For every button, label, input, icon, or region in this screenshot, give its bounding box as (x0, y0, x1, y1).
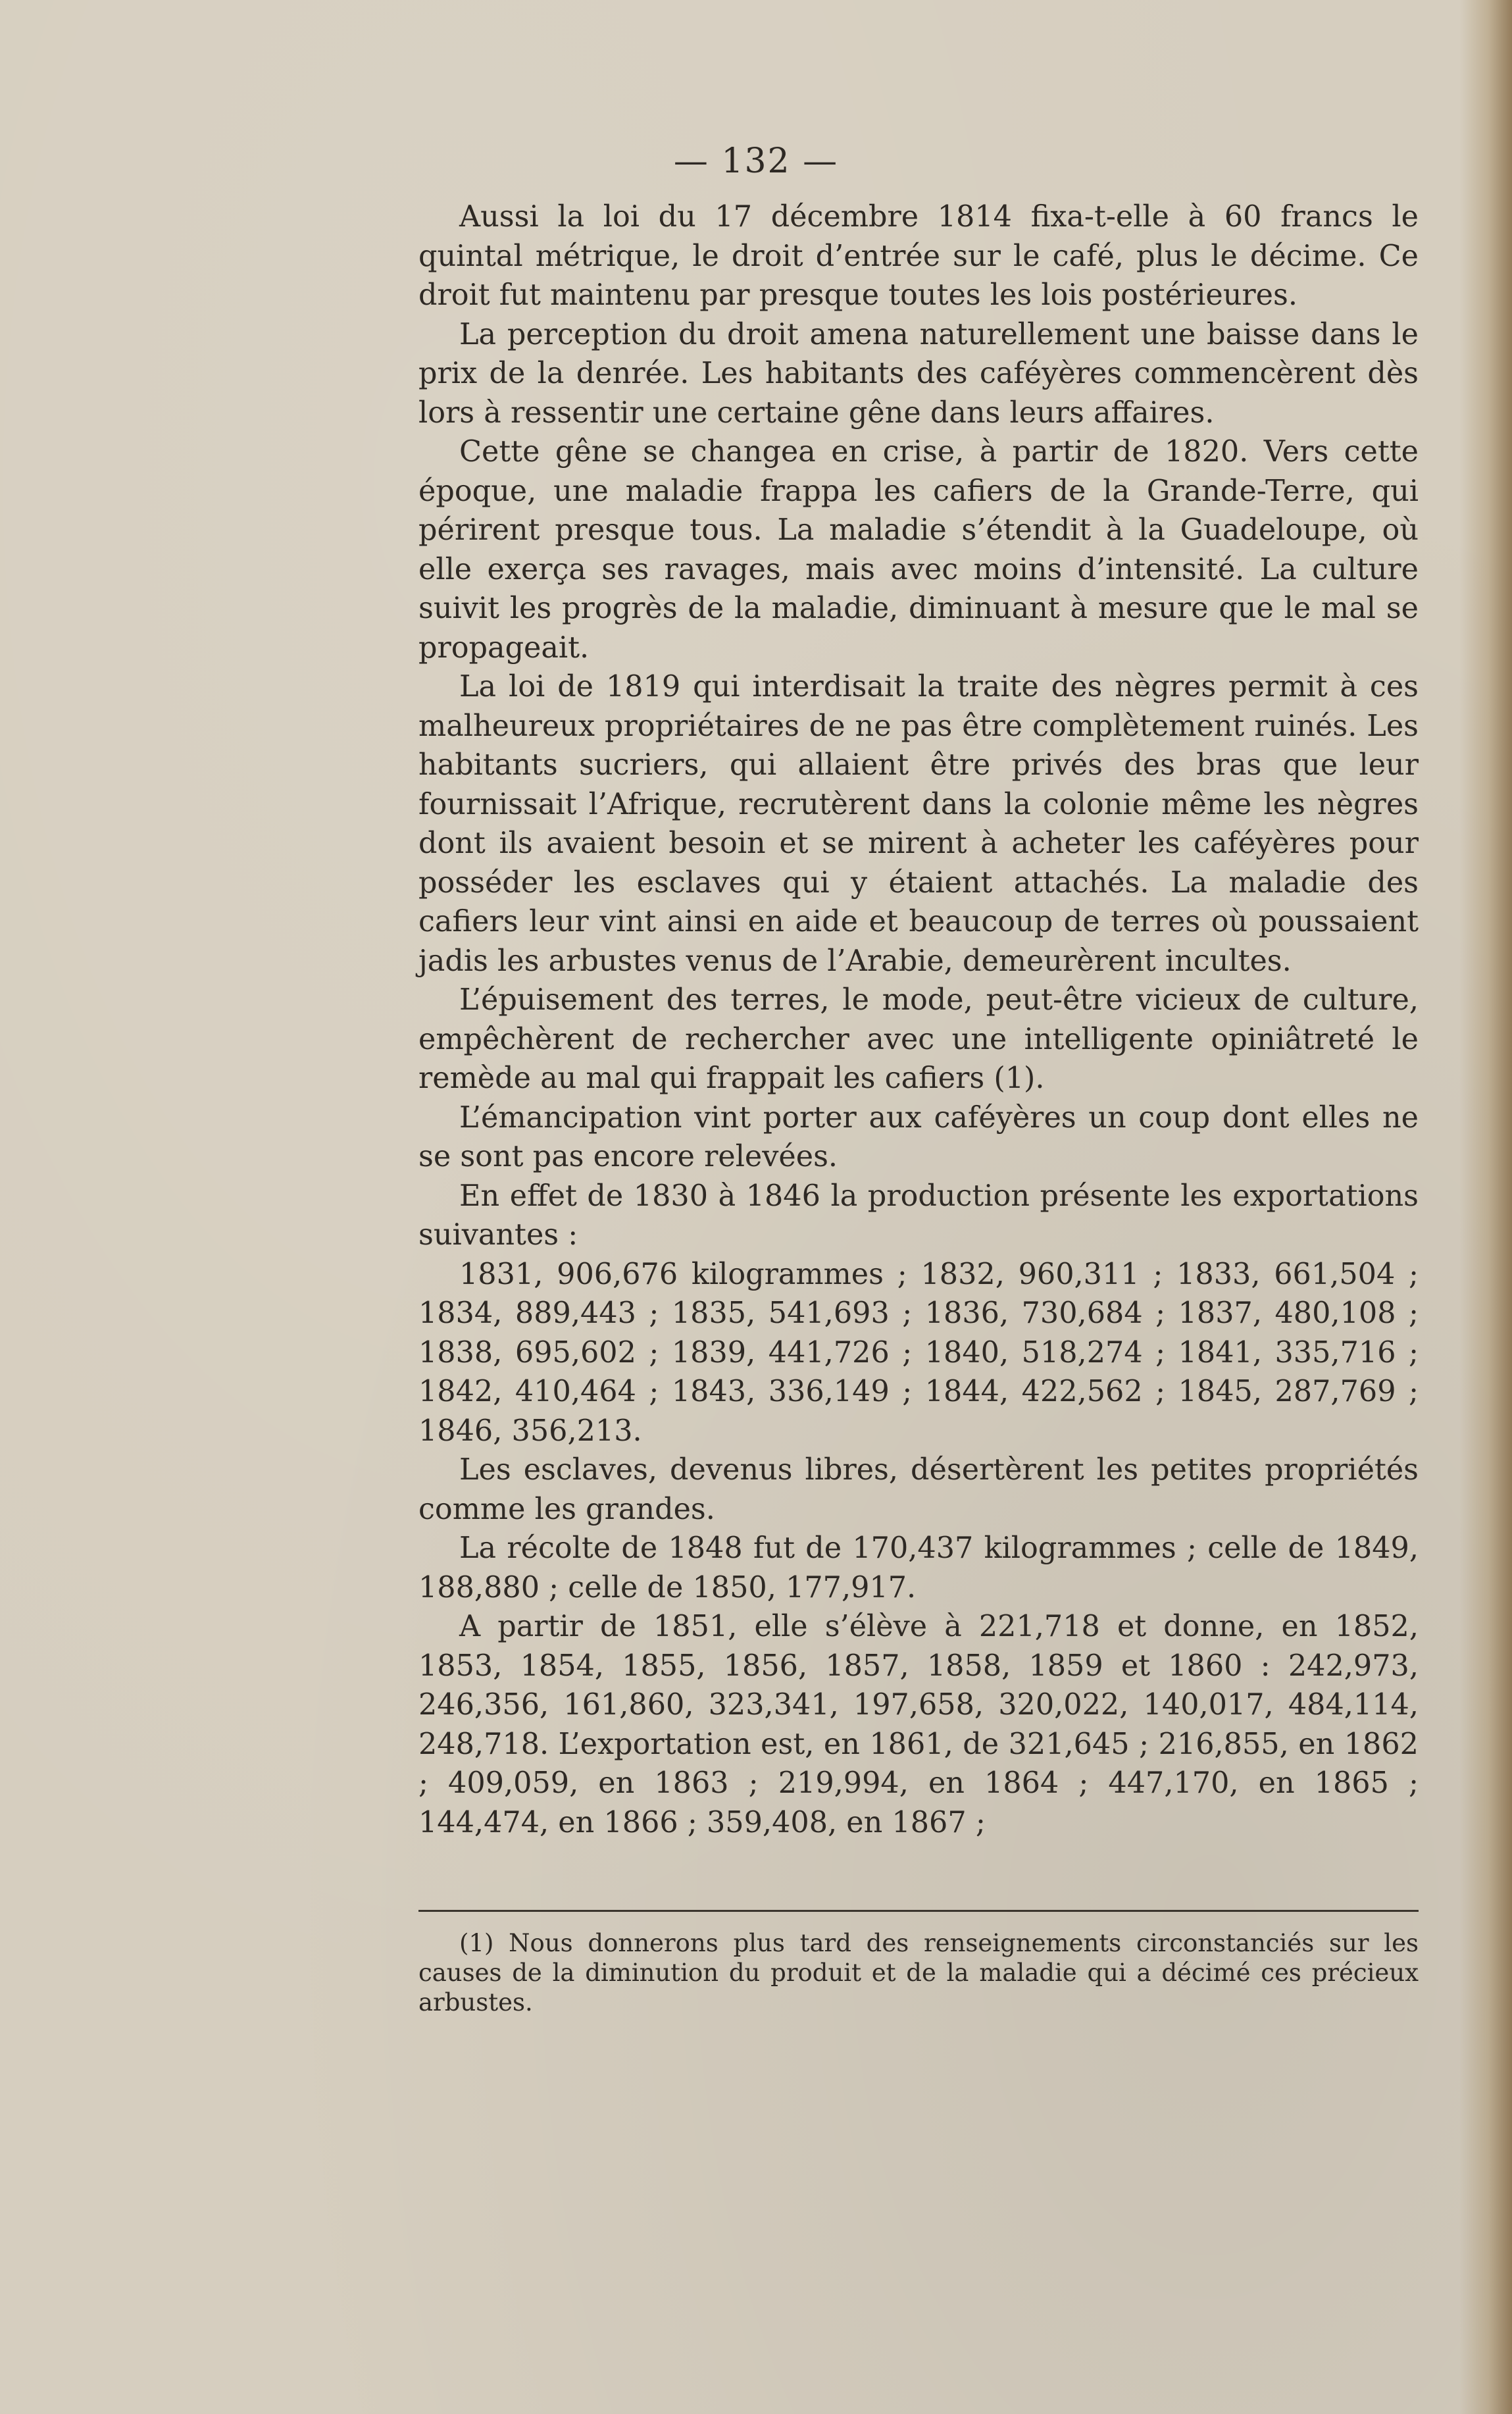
paragraph-6: L’émancipation vint porter aux caféyères un coup dont elles ne se sont pas encore relevées. (418, 1100, 1419, 1173)
paragraph-1: Aussi la loi du 17 décembre 1814 fixa-t-elle à 60 francs le quintal métrique, le droit d’entrée sur le café, plus le décime. Ce droit fut maintenu par presque toutes les lois postérieures. (418, 200, 1419, 312)
page-edge-shadow (1459, 0, 1512, 2414)
footnote (418, 1928, 1419, 2017)
paragraph-8: 1831, 906,676 kilogrammes ; 1832, 960,311 ; 1833, 661,504 ; 1834, 889,443 ; 1835, 541,693 ; 1836, 730,684 ; 1837, 480,108 ; 1838, 695,602 ; 1839, 441,726 ; 1840, 518,274 ; 1841, 335,716 ; 1842, 410,464 ; 1843, 336,149 ; 1844, 422,562 ; 1845, 287,769 ; 1846, 356,213. (418, 1257, 1419, 1448)
paragraph-2: La perception du droit amena naturellement une baisse dans le prix de la denrée. Les habitants des caféyères commencèrent dès lors à ressentir une certaine gêne dans leurs affaires. (418, 317, 1419, 430)
paragraph-3: Cette gêne se changea en crise, à partir de 1820. Vers cette époque, une maladie frappa les cafiers de la Grande-Terre, qui périrent presque tous. La maladie s’étendit à la Guadeloupe, où elle exerça ses ravages, mais avec moins d’intensité. La culture suivit les progrès de la maladie, diminuant à mesure que le mal se propageait. (418, 435, 1419, 665)
paragraph-9: Les esclaves, devenus libres, désertèrent les petites propriétés comme les grandes. (418, 1453, 1419, 1526)
paragraph-7: En effet de 1830 à 1846 la production présente les exportations suivantes : (418, 1179, 1419, 1252)
footnote-text: (1) Nous donnerons plus tard des renseignements circonstanciés sur les causes de la diminution du produit et de la maladie qui a décimé ces précieux arbustes. (418, 1929, 1419, 2016)
body-text (418, 197, 1419, 1842)
paragraph-4: La loi de 1819 qui interdisait la traite des nègres permit à ces malheureux propriétaires de ne pas être complètement ruinés. Les habitants sucriers, qui allaient être privés des bras que leur fournissait l’Afrique, recrutèrent dans la colonie même les nègres dont ils avaient besoin et se mirent à acheter les caféyères pour posséder les esclaves qui y étaient attachés. La maladie des cafiers leur vint ainsi en aide et beaucoup de terres où poussaient jadis les arbustes venus de l’Arabie, demeurèrent incultes. (418, 670, 1419, 978)
paragraph-10: La récolte de 1848 fut de 170,437 kilogrammes ; celle de 1849, 188,880 ; celle de 1850, 177,917. (418, 1531, 1419, 1605)
page-number: — 132 — (673, 141, 839, 181)
footnote-rule (418, 1910, 1419, 1912)
paragraph-5: L’épuisement des terres, le mode, peut-être vicieux de culture, empêchèrent de rechercher avec une intelligente opiniâtreté le remède au mal qui frappait les cafiers (1). (418, 983, 1419, 1095)
paragraph-11: A partir de 1851, elle s’élève à 221,718 et donne, en 1852, 1853, 1854, 1855, 1856, 1857, 1858, 1859 et 1860 : 242,973, 246,356, 161,860, 323,341, 197,658, 320,022, 140,017, 484,114, 248,718. L’exportation est, en 1861, de 321,645 ; 216,855, en 1862 ; 409,059, en 1863 ; 219,994, en 1864 ; 447,170, en 1865 ; 144,474, en 1866 ; 359,408, en 1867 ; (418, 1610, 1419, 1839)
